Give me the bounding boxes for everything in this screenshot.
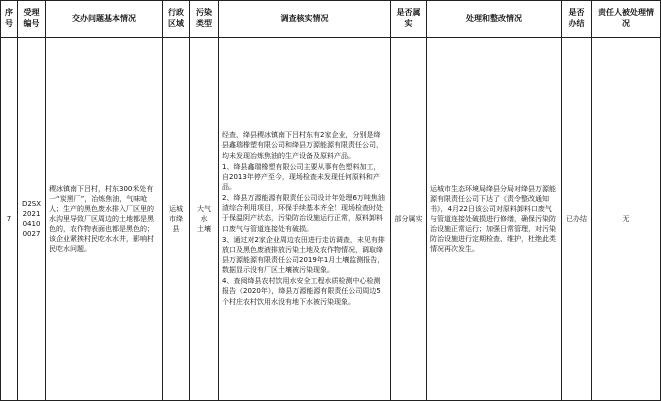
cell-issue: 稷冰镇南下吕村，村东300米处有一“炭黑厂”，冶炼焦油，气味呛人；生产的黑色废水排入厂区里的水沟里导致厂区周边的土地都是黑色的，农作物表面也都是黑色的；该企业紧挨村民吃水水井，影响村民吃水问题。	[46, 38, 163, 401]
header-pollution-type: 污染类型	[190, 1, 219, 38]
header-completed: 是否办结	[562, 1, 592, 38]
header-accountability: 责任人被处理情况	[592, 1, 661, 38]
cell-district: 运城市绛县	[163, 38, 190, 401]
cell-pollution-type: 大气 水 土壤	[190, 38, 219, 401]
cell-verified: 部分属实	[391, 38, 427, 401]
table-row	[1, 38, 661, 401]
investigation-paragraph: 1、绛县鑫瑞橡塑有限公司主要从事有色塑料加工，自2013年停产至今，现场检查未发现任何原料和产品。	[222, 162, 381, 191]
header-verified: 是否属实	[391, 1, 427, 38]
cell-seq: 7	[1, 38, 18, 401]
cell-handling: 运城市生态环境局绛县分局对绛县万源能源有限责任公司下达了《责令整改通知书》，4月22日该公司对原料卸料口废气与管道连接处破损进行修缮，确保污染防治设施正常运行；加强日常管理，对污染防治设施进行定期检查、维护，杜绝此类情况再次发生。	[427, 38, 562, 401]
header-handling: 处理和整改情况	[427, 1, 562, 38]
table-header	[1, 1, 661, 38]
cell-completed: 已办结	[562, 38, 592, 401]
cell-investigation	[219, 38, 391, 401]
header-case-no: 受理编号	[18, 1, 46, 38]
investigation-paragraph: 经查，绛县稷冰镇南下吕村东有2家企业，分别是绛县鑫瑞橡塑有限公司和绛县万源能源有限责任公司，均未发现冶炼焦油的生产设备及原料产品。	[222, 131, 383, 160]
header-investigation: 调查核实情况	[219, 1, 391, 38]
cell-case-no: D2SX202104100027	[18, 38, 46, 401]
header-issue: 交办问题基本情况	[46, 1, 163, 38]
investigation-paragraph: 4、查阅绛县农村饮用水安全工程水质检测中心检测报告（2020年），绛县万源能源有限责任公司周边5个村庄农村饮用水没有地下水被污染现象。	[222, 277, 381, 306]
header-seq: 序号	[1, 1, 18, 38]
investigation-paragraph: 2、绛县万源能源有限责任公司设计年处理6万吨焦油渣综合利用项目，环保手续基本齐全！现场检查时处于保温阴产状态，污染防治设施运行正常，原料卸料口废气与管道连接处有破损。	[222, 194, 385, 233]
header-district: 行政区域	[163, 1, 190, 38]
investigation-paragraph: 3、通过对2家企业周边农田进行走访调查，未见有排放口及黑色废液排放污染土地及农作物情况，调取绛县万源能源有限责任公司2019年1月土壤监测报告，数据显示没有厂区土壤被污染现象。	[222, 235, 385, 275]
cell-accountability: 无	[592, 38, 661, 401]
